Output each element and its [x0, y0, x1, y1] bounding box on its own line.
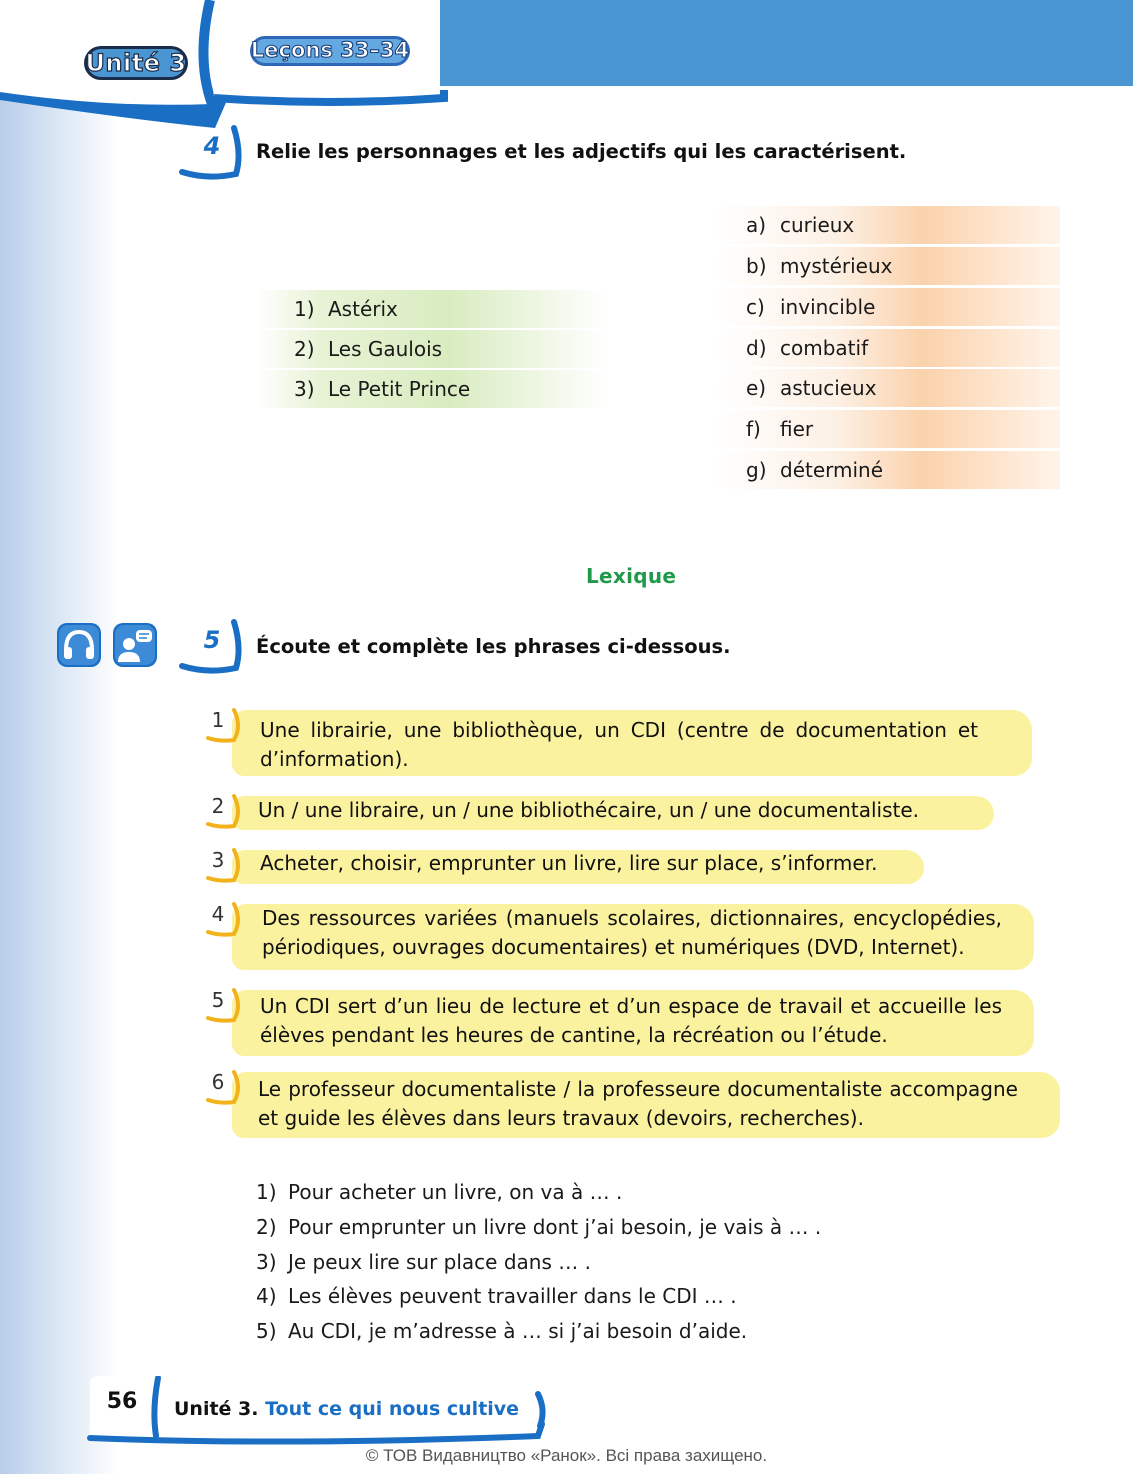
question-text: Au CDI, je m’adresse à … si j’ai besoin d’aide.: [288, 1319, 748, 1343]
question-number: 2): [256, 1215, 277, 1239]
list-item: [716, 451, 1060, 489]
adjective: fier: [780, 417, 814, 441]
exercise-4-instruction: Relie les personnages et les adjectifs qui les caractérisent.: [256, 140, 907, 163]
footer-unit-title: Tout ce qui nous cultive: [265, 1398, 520, 1420]
phrase-number-badge: [206, 708, 236, 740]
list-marker: b): [746, 254, 767, 278]
phrase-number: 4: [211, 902, 225, 926]
adjective: combatif: [780, 336, 869, 360]
left-gradient-band: [0, 90, 120, 1474]
exercise-4-badge: [178, 124, 248, 184]
list-marker: f): [746, 417, 761, 441]
list-marker: c): [746, 295, 765, 319]
list-item: [716, 206, 1060, 244]
phrase-number: 6: [211, 1070, 225, 1094]
list-item: [256, 290, 606, 328]
list-marker: 2): [294, 337, 315, 361]
phrase-number-badge: [206, 988, 236, 1020]
lessons-label: Leçons 33–34: [250, 38, 410, 62]
exercise-5-instruction: Écoute et complète les phrases ci-dessous.: [256, 635, 731, 658]
adjective: astucieux: [780, 376, 877, 400]
footer-title: [174, 1398, 519, 1420]
list-item: [716, 369, 1060, 407]
phrase-number: 1: [211, 708, 225, 732]
list-item: [256, 370, 606, 408]
list-item: [256, 1215, 821, 1239]
list-marker: g): [746, 458, 767, 482]
section-title: Lexique: [586, 564, 677, 588]
footer-unit-prefix: Unité 3.: [174, 1398, 259, 1420]
question-number: 4): [256, 1284, 277, 1308]
list-item: [716, 247, 1060, 285]
header-tab-shape: [0, 0, 460, 140]
speaking-person-icon: [112, 622, 158, 668]
phrase-text: Une librairie, une bibliothèque, un CDI (centre de documentation et d’information).: [260, 718, 978, 771]
adjective: invincible: [780, 295, 876, 319]
character-name: Le Petit Prince: [328, 377, 471, 401]
phrase-text: Acheter, choisir, emprunter un livre, lire sur place, s’informer.: [260, 851, 878, 875]
exercise-number: 4: [203, 132, 221, 160]
headphones-icon: [56, 622, 102, 668]
list-item: [716, 410, 1060, 448]
adjective: mystérieux: [780, 254, 893, 278]
question-text: Les élèves peuvent travailler dans le CDI … .: [288, 1284, 737, 1308]
list-marker: 1): [294, 297, 315, 321]
list-item: [256, 330, 606, 368]
phrase-text: Un CDI sert d’un lieu de lecture et d’un espace de travail et accueille les élèves pendant les heures de cantine, la récréation ou l’étude.: [260, 994, 1002, 1047]
list-item: [256, 1319, 747, 1343]
header-bar: [430, 0, 1133, 86]
list-item: [256, 1284, 737, 1308]
phrase-number-badge: [206, 848, 236, 880]
exercise-number: 5: [203, 626, 221, 654]
question-number: 3): [256, 1250, 277, 1274]
list-item: [716, 329, 1060, 367]
character-name: Astérix: [328, 297, 398, 321]
exercise-5-badge: [178, 618, 248, 678]
phrase-text: Le professeur documentaliste / la professeure documentaliste accompagne et guide les élèves dans leurs travaux (devoirs, recherches).: [258, 1077, 1018, 1130]
phrase-number-badge: [206, 794, 236, 826]
question-text: Pour emprunter un livre dont j’ai besoin, je vais à … .: [288, 1215, 822, 1239]
list-marker: a): [746, 213, 767, 237]
copyright-notice: © ТОВ Видавництво «Ранок». Всі права захищено.: [365, 1446, 768, 1465]
phrase-text: Des ressources variées (manuels scolaires, dictionnaires, encyclopédies, périodiques, ouvrages documentaires) et numériques (DVD, Internet).: [262, 906, 1002, 959]
question-number: 1): [256, 1180, 277, 1204]
unit-label: Unité 3: [85, 49, 187, 77]
adjective: curieux: [780, 213, 855, 237]
phrase-number: 5: [211, 988, 225, 1012]
list-item: [256, 1180, 622, 1204]
phrase-number-badge: [206, 1070, 236, 1102]
phrase-number-badge: [206, 902, 236, 934]
list-item: [716, 288, 1060, 326]
phrase-number: 2: [211, 794, 225, 818]
question-number: 5): [256, 1319, 277, 1343]
list-marker: 3): [294, 377, 315, 401]
question-text: Pour acheter un livre, on va à … .: [288, 1180, 623, 1204]
page-number: 56: [106, 1389, 138, 1414]
phrase-number: 3: [211, 848, 225, 872]
phrase-text: Un / une libraire, un / une bibliothécaire, un / une documentaliste.: [258, 798, 919, 822]
list-item: [256, 1250, 591, 1274]
character-name: Les Gaulois: [328, 337, 443, 361]
list-marker: d): [746, 336, 767, 360]
question-text: Je peux lire sur place dans … .: [288, 1250, 591, 1274]
adjective: déterminé: [780, 458, 884, 482]
list-marker: e): [746, 376, 767, 400]
